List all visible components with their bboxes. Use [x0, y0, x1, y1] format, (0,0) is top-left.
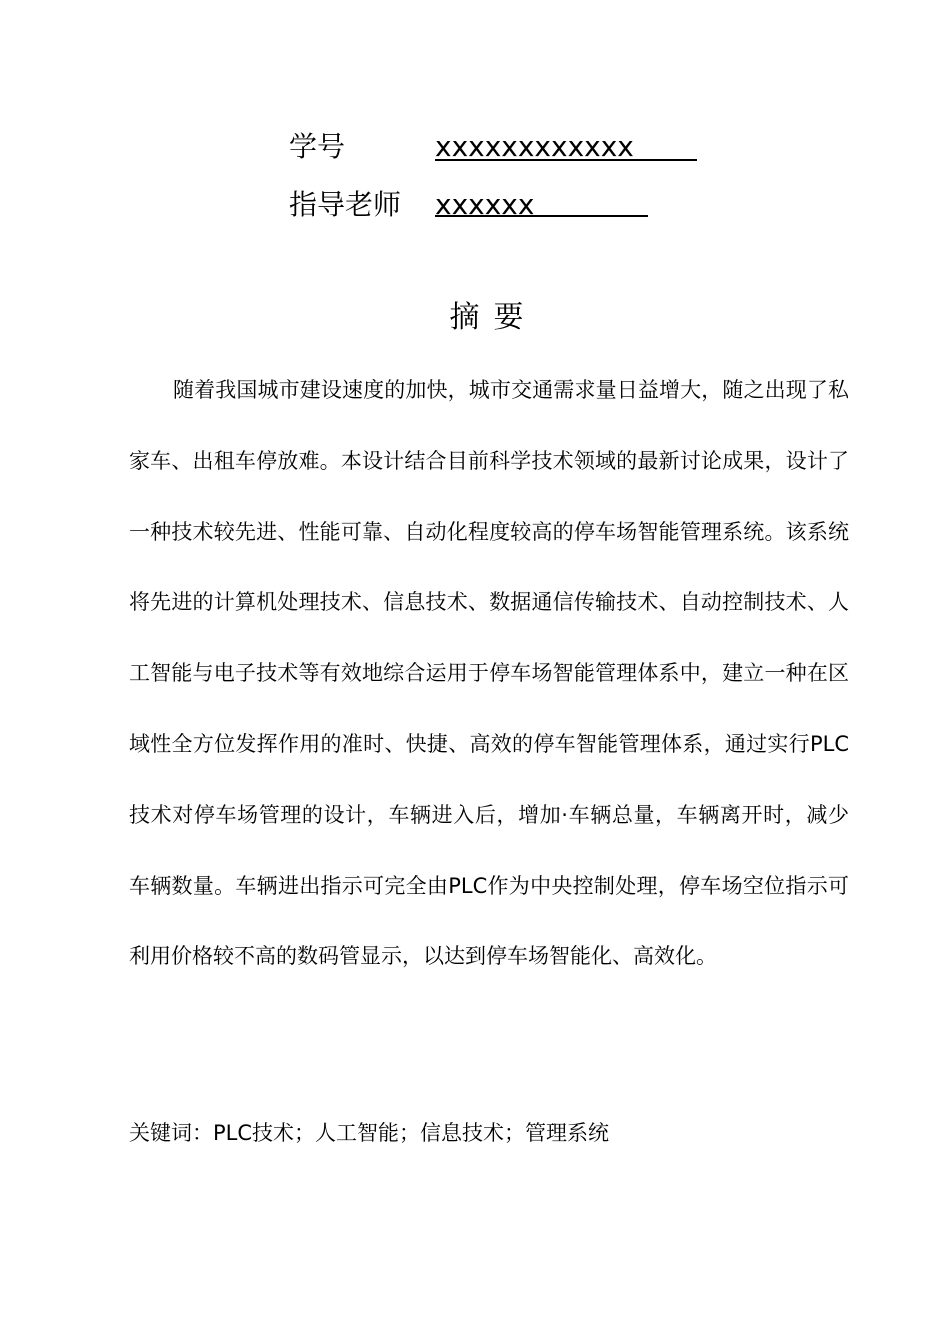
- abstract-body: 随着我国城市建设速度的加快，城市交通需求量日益增大，随之出现了私家车、出租车停放难。本设计结合目前科学技术领域的最新讨论成果，设计了一种技术较先进、性能可靠、自动化程度较高的停车场智能管理系统。该系统将先进的计算机处理技术、信息技术、数据通信传输技术、自动控制技术、人工智能与电子技术等有效地综合运用于停车场智能管理体系中，建立一种在区域性全方位发挥作用的准时、快捷、高效的停车智能管理体系，通过实行PLC技术对停车场管理的设计，车辆进入后，增加·车辆总量，车辆离开时，减少车辆数量。车辆进出指示可完全由PLC作为中央控制处理，停车场空位指示可利用价格较不高的数码管显示，以达到停车场智能化、高效化。: [129, 378, 849, 969]
- student-id-value: xxxxxxxxxxxx: [435, 130, 634, 163]
- advisor-underline: [435, 215, 648, 217]
- abstract-heading: 摘要: [449, 300, 538, 335]
- advisor-value: xxxxxx: [435, 188, 535, 221]
- advisor-label: 指导老师: [289, 188, 402, 221]
- student-id-underline: [435, 159, 697, 161]
- student-id-label: 学号: [289, 130, 346, 163]
- keywords-line: 关键词：PLC技术；人工智能；信息技术；管理系统: [129, 1121, 610, 1145]
